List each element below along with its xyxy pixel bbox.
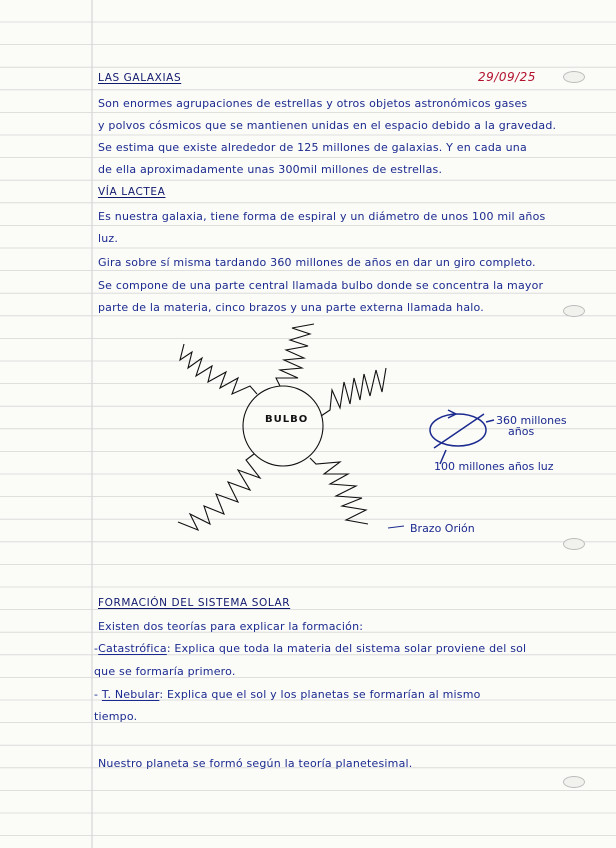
- diameter-label: 100 millones años luz: [434, 460, 554, 473]
- galaxy-diagram: [150, 318, 450, 538]
- rotation-label-2: años: [508, 425, 535, 438]
- diameter-line: [434, 414, 484, 448]
- via-lactea-line-1: Es nuestra galaxia, tiene forma de espiral y un diámetro de unos 100 mil años: [98, 210, 546, 223]
- theory-nebular-line-2: tiempo.: [94, 710, 138, 723]
- arm-lower-left: [178, 454, 260, 530]
- via-lactea-line-3: Gira sobre sí misma tardando 360 millones de años en dar un giro completo.: [98, 256, 536, 269]
- galaxias-line-1: Son enormes agrupaciones de estrellas y otros objetos astronómicos gases: [98, 97, 528, 110]
- title-via-lactea: VÍA LACTEA: [98, 186, 166, 198]
- punch-hole-lower: [563, 538, 585, 550]
- via-lactea-line-2: luz.: [98, 232, 119, 245]
- arm-right: [321, 368, 386, 416]
- punch-hole-upper: [563, 305, 585, 317]
- theory-nebular-name: T. Nebular: [101, 688, 160, 701]
- theory-nebular-text: : Explica que el sol y los planetas se formarían al mismo: [159, 688, 481, 701]
- theory-nebular-line-1: - T. Nebular: Explica que el sol y los planetas se formarían al mismo: [94, 688, 481, 701]
- rotation-label-1: 360 millones: [496, 414, 567, 427]
- conclusion-line: Nuestro planeta se formó según la teoría planetesimal.: [98, 757, 413, 770]
- galaxias-line-2: y polvos cósmicos que se mantienen unidas en el espacio debido a la gravedad.: [98, 119, 557, 132]
- page-date: 29/09/25: [478, 70, 536, 84]
- rotation-pointer: [486, 420, 494, 422]
- title-sistema-solar: FORMACIÓN DEL SISTEMA SOLAR: [98, 597, 291, 609]
- theory-catastrofica-text: : Explica que toda la materia del sistema solar proviene del sol: [166, 642, 527, 655]
- punch-hole-top: [563, 71, 585, 83]
- theory-catastrofica-name: Catastrófica: [98, 642, 167, 655]
- bulbo-circle: [243, 386, 323, 466]
- arm-upper: [276, 324, 314, 386]
- theory-catastrofica-line-1: -Catastrófica: Explica que toda la materia del sistema solar proviene del sol: [94, 642, 527, 655]
- galaxias-line-3: Se estima que existe alrededor de 125 millones de galaxias. Y en cada una: [98, 141, 527, 154]
- theory-catastrofica-line-2: que se formaría primero.: [94, 665, 236, 678]
- title-galaxias: LAS GALAXIAS: [98, 72, 182, 84]
- arm-lower-right: [310, 458, 368, 524]
- punch-hole-bottom: [563, 776, 585, 788]
- galaxias-line-4: de ella aproximadamente unas 300mil millones de estrellas.: [98, 163, 443, 176]
- bulbo-label: BULBO: [265, 414, 309, 425]
- via-lactea-line-5: parte de la materia, cinco brazos y una parte externa llamada halo.: [98, 301, 484, 314]
- sistema-solar-intro: Existen dos teorías para explicar la formación:: [98, 620, 364, 633]
- brazo-orion-label: Brazo Orión: [410, 522, 475, 535]
- orion-pointer-line: [388, 526, 404, 528]
- arm-upper-left: [180, 344, 257, 394]
- via-lactea-line-4: Se compone de una parte central llamada bulbo donde se concentra la mayor: [98, 279, 544, 292]
